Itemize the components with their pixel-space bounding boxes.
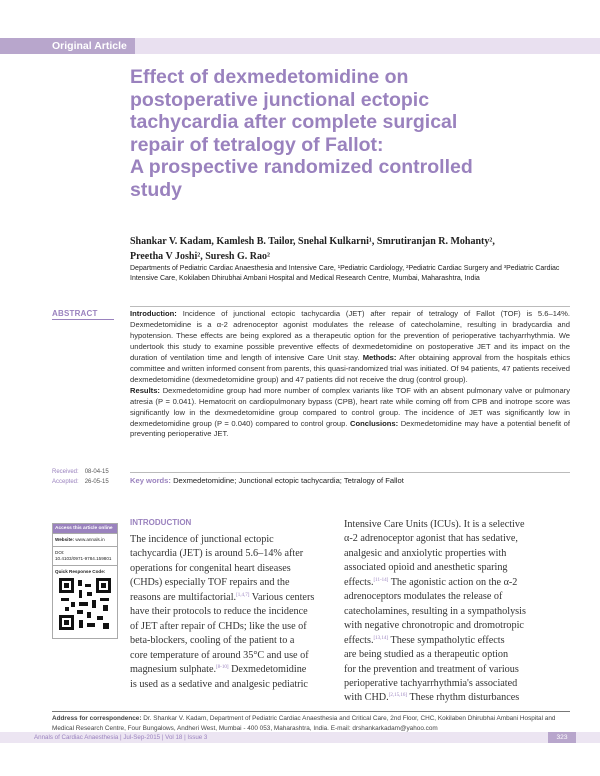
abstract-results-label: Results: — [130, 385, 160, 395]
accepted-date: 26-05-15 — [84, 478, 109, 485]
article-dates — [52, 468, 109, 487]
body-line: core temperature of around 35°C and use of — [130, 649, 309, 661]
citation-ref[interactable]: [13,14] — [373, 635, 389, 641]
abstract-conclusions-label: Conclusions: — [350, 418, 399, 428]
body-line: adrenoceptors modulates the release of — [344, 591, 503, 603]
correspondence-label: Address for correspondence: — [52, 715, 142, 722]
keywords-label: Key words: — [130, 476, 171, 485]
qr-code[interactable] — [59, 578, 111, 630]
body-line: reasons are multifactorial.[1,4,7] Various centers — [130, 591, 315, 603]
title-line: Effect of dexmedetomidine on — [130, 66, 409, 88]
accepted-label: Accepted: — [52, 478, 79, 485]
author-line: Shankar V. Kadam, Kamlesh B. Tailor, Snehal Kulkarni¹, Smrutiranjan R. Mohanty², — [130, 236, 495, 247]
body-line: beta-blockers, cooling of the patient to a — [130, 635, 295, 647]
received-label: Received: — [52, 469, 79, 475]
citation-ref[interactable]: [1,4,7] — [236, 592, 250, 598]
correspondence-text: Dr. Shankar V. Kadam, Department of Pediatric Cardiac Anaesthesia and Critical Care, 2nd Floor, CHC, Kokilaben Dhirubhai Ambani Hospital and Medical Research Centre, Four Bungalows, Andheri West, Mumbai - 400 053, Maharashtra, India. E-mail: drshankarkadam@yahoo.com — [52, 715, 556, 732]
body-line: are being studied as a therapeutic option — [344, 649, 509, 661]
abstract-methods-text: After obtaining approval from the hospitals ethics committee and written informed consent from parents, this quasi-randomized trial was initiated. Of 94 patients, 47 patients received dexmedetomidine (dexmedetomidine group) and 47 patients did not receive the drug (control group). — [130, 352, 571, 384]
access-article-title: Access this article online — [53, 524, 117, 533]
abstract-divider — [130, 306, 570, 307]
body-line: effects.[11-14] The agonistic action on the α-2 — [344, 576, 518, 588]
title-line: tachycardia after complete surgical — [130, 111, 458, 133]
citation-ref[interactable]: [2,15,16] — [388, 693, 408, 699]
body-line: for the prevention and treatment of various — [344, 663, 519, 675]
title-line: study — [130, 178, 183, 201]
article-title — [130, 66, 560, 201]
author-line: Preetha V Joshi², Suresh G. Rao² — [130, 251, 270, 262]
abstract-results-text: Dexmedetomidine group had more number of complex variants like TOF with an absent pulmonary valve or pulmonary atresia (P = 0.041). Hematocrit on cardiopulmonary bypass (CPB), heart rate while coming off from CPB and inotrope score was significantly low in the dexmedetomidine group compared to control group. The incidence of JET was significantly low in dexmedetomidine group (P = 0.040) compared to control group. — [130, 385, 570, 428]
body-line: tachycardia (JET) is around 5.6–14% after — [130, 548, 304, 560]
correspondence-divider — [52, 711, 570, 712]
website-link[interactable]: www.annals.in — [75, 537, 105, 542]
body-line: Intensive Care Units (ICUs). It is a selective — [344, 519, 525, 530]
website-cell — [53, 533, 117, 546]
body-line: (CHDs) especially TOF repairs and the — [130, 577, 290, 589]
title-line: A prospective randomized controlled — [130, 156, 473, 178]
keywords-divider — [130, 472, 570, 473]
body-line: The incidence of junctional ectopic — [130, 534, 274, 545]
citation-ref[interactable]: [8-10] — [216, 665, 229, 671]
body-column-2 — [344, 518, 570, 706]
body-line: catecholamines, resulting in a sympatholysis — [344, 605, 526, 617]
body-line: effects.[13,14] These sympatholytic effects — [344, 634, 505, 646]
body-line: of JET after repair of CHDs; like the use of — [130, 620, 307, 632]
website-label: Website: — [55, 537, 75, 542]
title-line: repair of tetralogy of Fallot: — [130, 133, 384, 156]
abstract-body — [130, 309, 570, 440]
journal-citation: Annals of Cardiac Anaesthesia | Jul-Sep-2015 | Vol 18 | Issue 3 — [34, 734, 208, 741]
body-line: with negative chronotropic and dromotropic — [344, 620, 524, 632]
qr-cell — [53, 565, 117, 638]
access-article-box — [52, 523, 118, 639]
affiliations: Departments of Pediatric Cardiac Anaesthesia and Intensive Care, ¹Pediatric Cardiology, ²Pediatric Cardiac Surgery and ³Pediatric Cardiac Intensive Care, Kokilaben Dhirubhai Ambani Hospital and Medical Research Centre, Mumbai, Maharashtra, India — [130, 265, 560, 282]
author-list — [130, 234, 570, 264]
body-line: analgesic and anxiolytic properties with — [344, 547, 507, 559]
body-line: α-2 adrenoceptor agonist that has sedative, — [344, 533, 518, 545]
introduction-heading: INTRODUCTION — [130, 518, 192, 527]
qr-label: Quick Response Code: — [55, 569, 106, 574]
abstract-intro-text: Incidence of junctional ectopic tachycardia (JET) after repair of tetralogy of Fallot (TOF) is 5.6–14%. Dexmedetomidine is a α-2 adrenoceptor agonist modulates the release of catecholamine, resulting in bradycardia and hypotension. These effects are being explored as a therapeutic option for the prevention of perioperative tachyarrhythmia. We undertook this study to examine possible preventive effects of dexmedetomidine on postoperative JET and its impact on the duration of ventilation time and length of intensive Care Unit stay. — [130, 309, 570, 362]
abstract-conclusions-text: Dexmedetomidine may have a potential benefit of preventing perioperative JET. — [130, 418, 570, 439]
body-column-1 — [130, 533, 332, 692]
body-line: have their protocols to reduce the incidence — [130, 606, 308, 618]
body-line: magnesium sulphate.[8-10] Dexmedetomidine — [130, 664, 307, 676]
abstract-intro-label: Introduction: — [130, 309, 177, 318]
body-line: is used as a sedative and analgesic pediatric — [130, 678, 308, 690]
abstract-label: ABSTRACT — [52, 309, 98, 318]
body-line: operations for congenital heart diseases — [130, 562, 291, 574]
body-line: associated opioid and anesthetic sparing — [344, 562, 508, 574]
received-date: 08-04-15 — [84, 469, 109, 475]
citation-ref[interactable]: [11-14] — [373, 577, 389, 583]
doi-cell — [53, 546, 117, 565]
correspondence — [52, 714, 570, 733]
body-line: perioperative tachyarrhythmia's associated — [344, 677, 518, 689]
body-line: with CHD.[2,15,16] These rhythm disturbances — [344, 692, 520, 704]
title-line: postoperative junctional ectopic — [130, 88, 430, 111]
section-label: Original Article — [0, 38, 135, 54]
page-number: 323 — [548, 732, 576, 743]
doi-label: DOI: — [55, 550, 65, 555]
abstract-label-divider — [52, 319, 114, 320]
abstract-methods-label: Methods: — [362, 352, 397, 362]
doi-value[interactable]: 10.4103/0971-9784.159801 — [55, 556, 112, 561]
keywords — [130, 476, 570, 485]
keywords-text: Dexmedetomidine; Junctional ectopic tachycardia; Tetralogy of Fallot — [173, 476, 404, 485]
